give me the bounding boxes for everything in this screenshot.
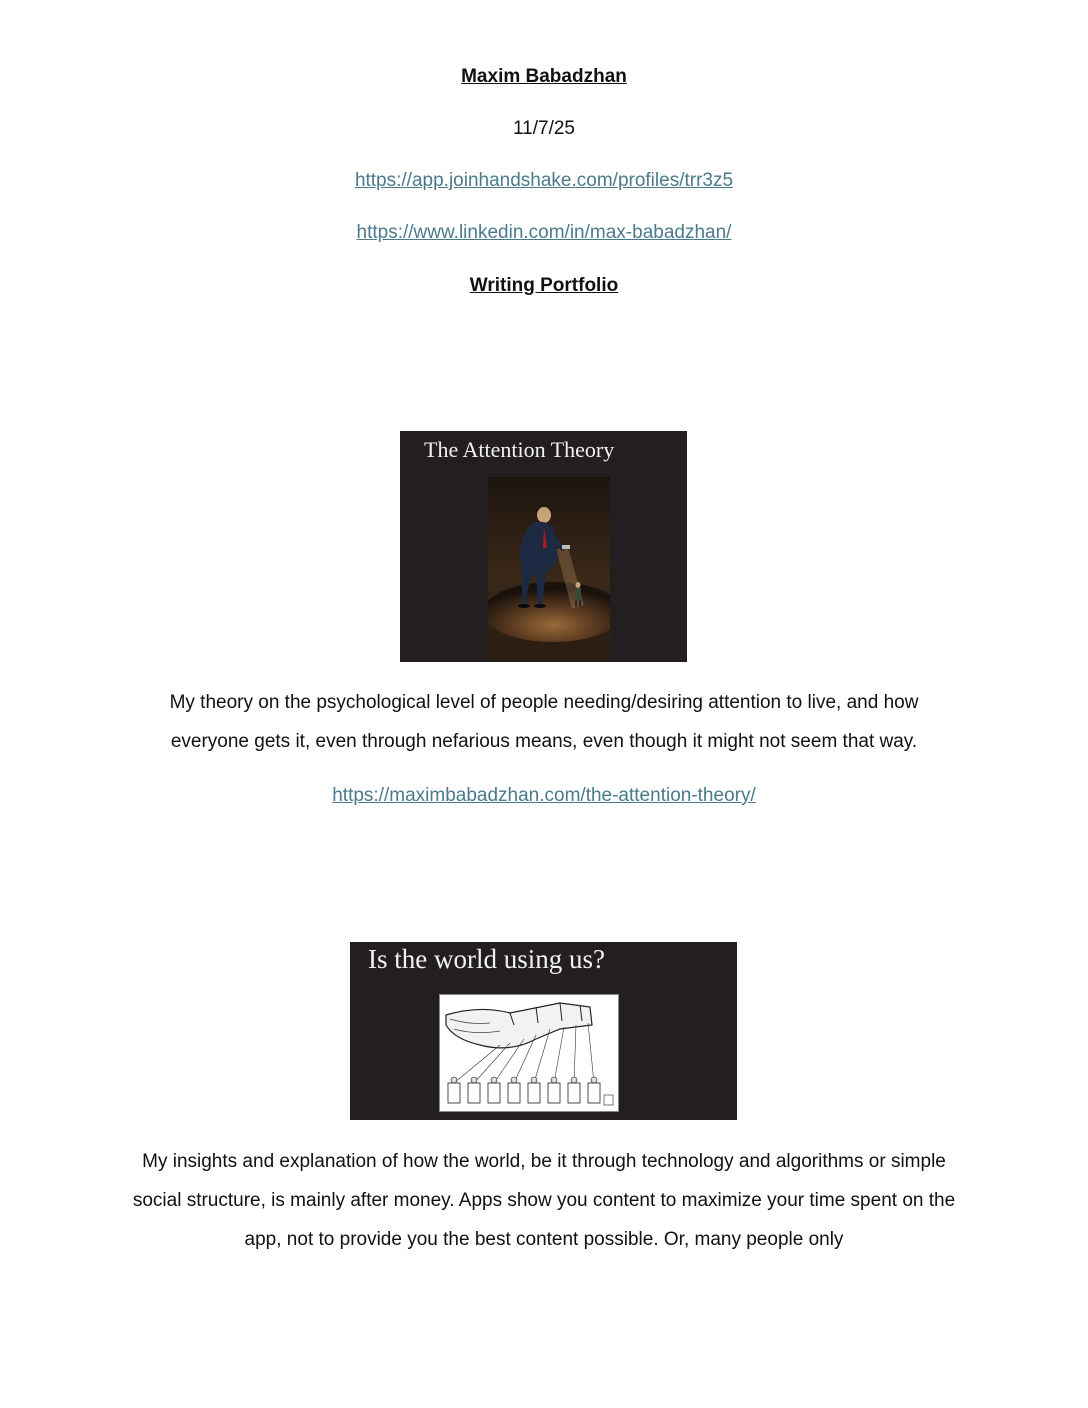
world-using-us-image bbox=[350, 942, 737, 1120]
attention-theory-link[interactable]: https://maximbabadzhan.com/the-attention-theory/ bbox=[332, 785, 756, 806]
attention-theory-description: My theory on the psychological level of people needing/desiring attention to live, and how everyone gets it, even through nefarious means, even though it might not seem that way. bbox=[169, 692, 919, 752]
world-using-us-illustration bbox=[439, 994, 619, 1112]
author-name: Maxim Babadzhan bbox=[461, 66, 627, 87]
document-date: 11/7/25 bbox=[513, 118, 575, 139]
linkedin-link-row bbox=[0, 221, 1088, 245]
attention-theory-illustration bbox=[488, 477, 610, 660]
linkedin-profile-link[interactable]: https://www.linkedin.com/in/max-babadzhan/ bbox=[356, 222, 732, 243]
puppet-master-hand-icon bbox=[440, 995, 616, 1109]
world-using-us-description: My insights and explanation of how the world, be it through technology and algorithms or simple social structure, is mainly after money. Apps show you content to maximize your time spent on the app, not to provide you the best content possible. Or, many people only bbox=[132, 1151, 956, 1250]
attention-theory-image bbox=[400, 431, 687, 662]
section-title: Writing Portfolio bbox=[469, 275, 619, 296]
attention-theory-image-title: The Attention Theory bbox=[424, 437, 615, 462]
handshake-link-row bbox=[0, 169, 1088, 193]
man-with-flashlight-icon bbox=[488, 477, 610, 660]
world-using-us-image-title: Is the world using us? bbox=[368, 944, 605, 974]
handshake-profile-link[interactable]: https://app.joinhandshake.com/profiles/trr3z5 bbox=[354, 170, 734, 191]
attention-theory-link-row bbox=[0, 784, 1088, 808]
